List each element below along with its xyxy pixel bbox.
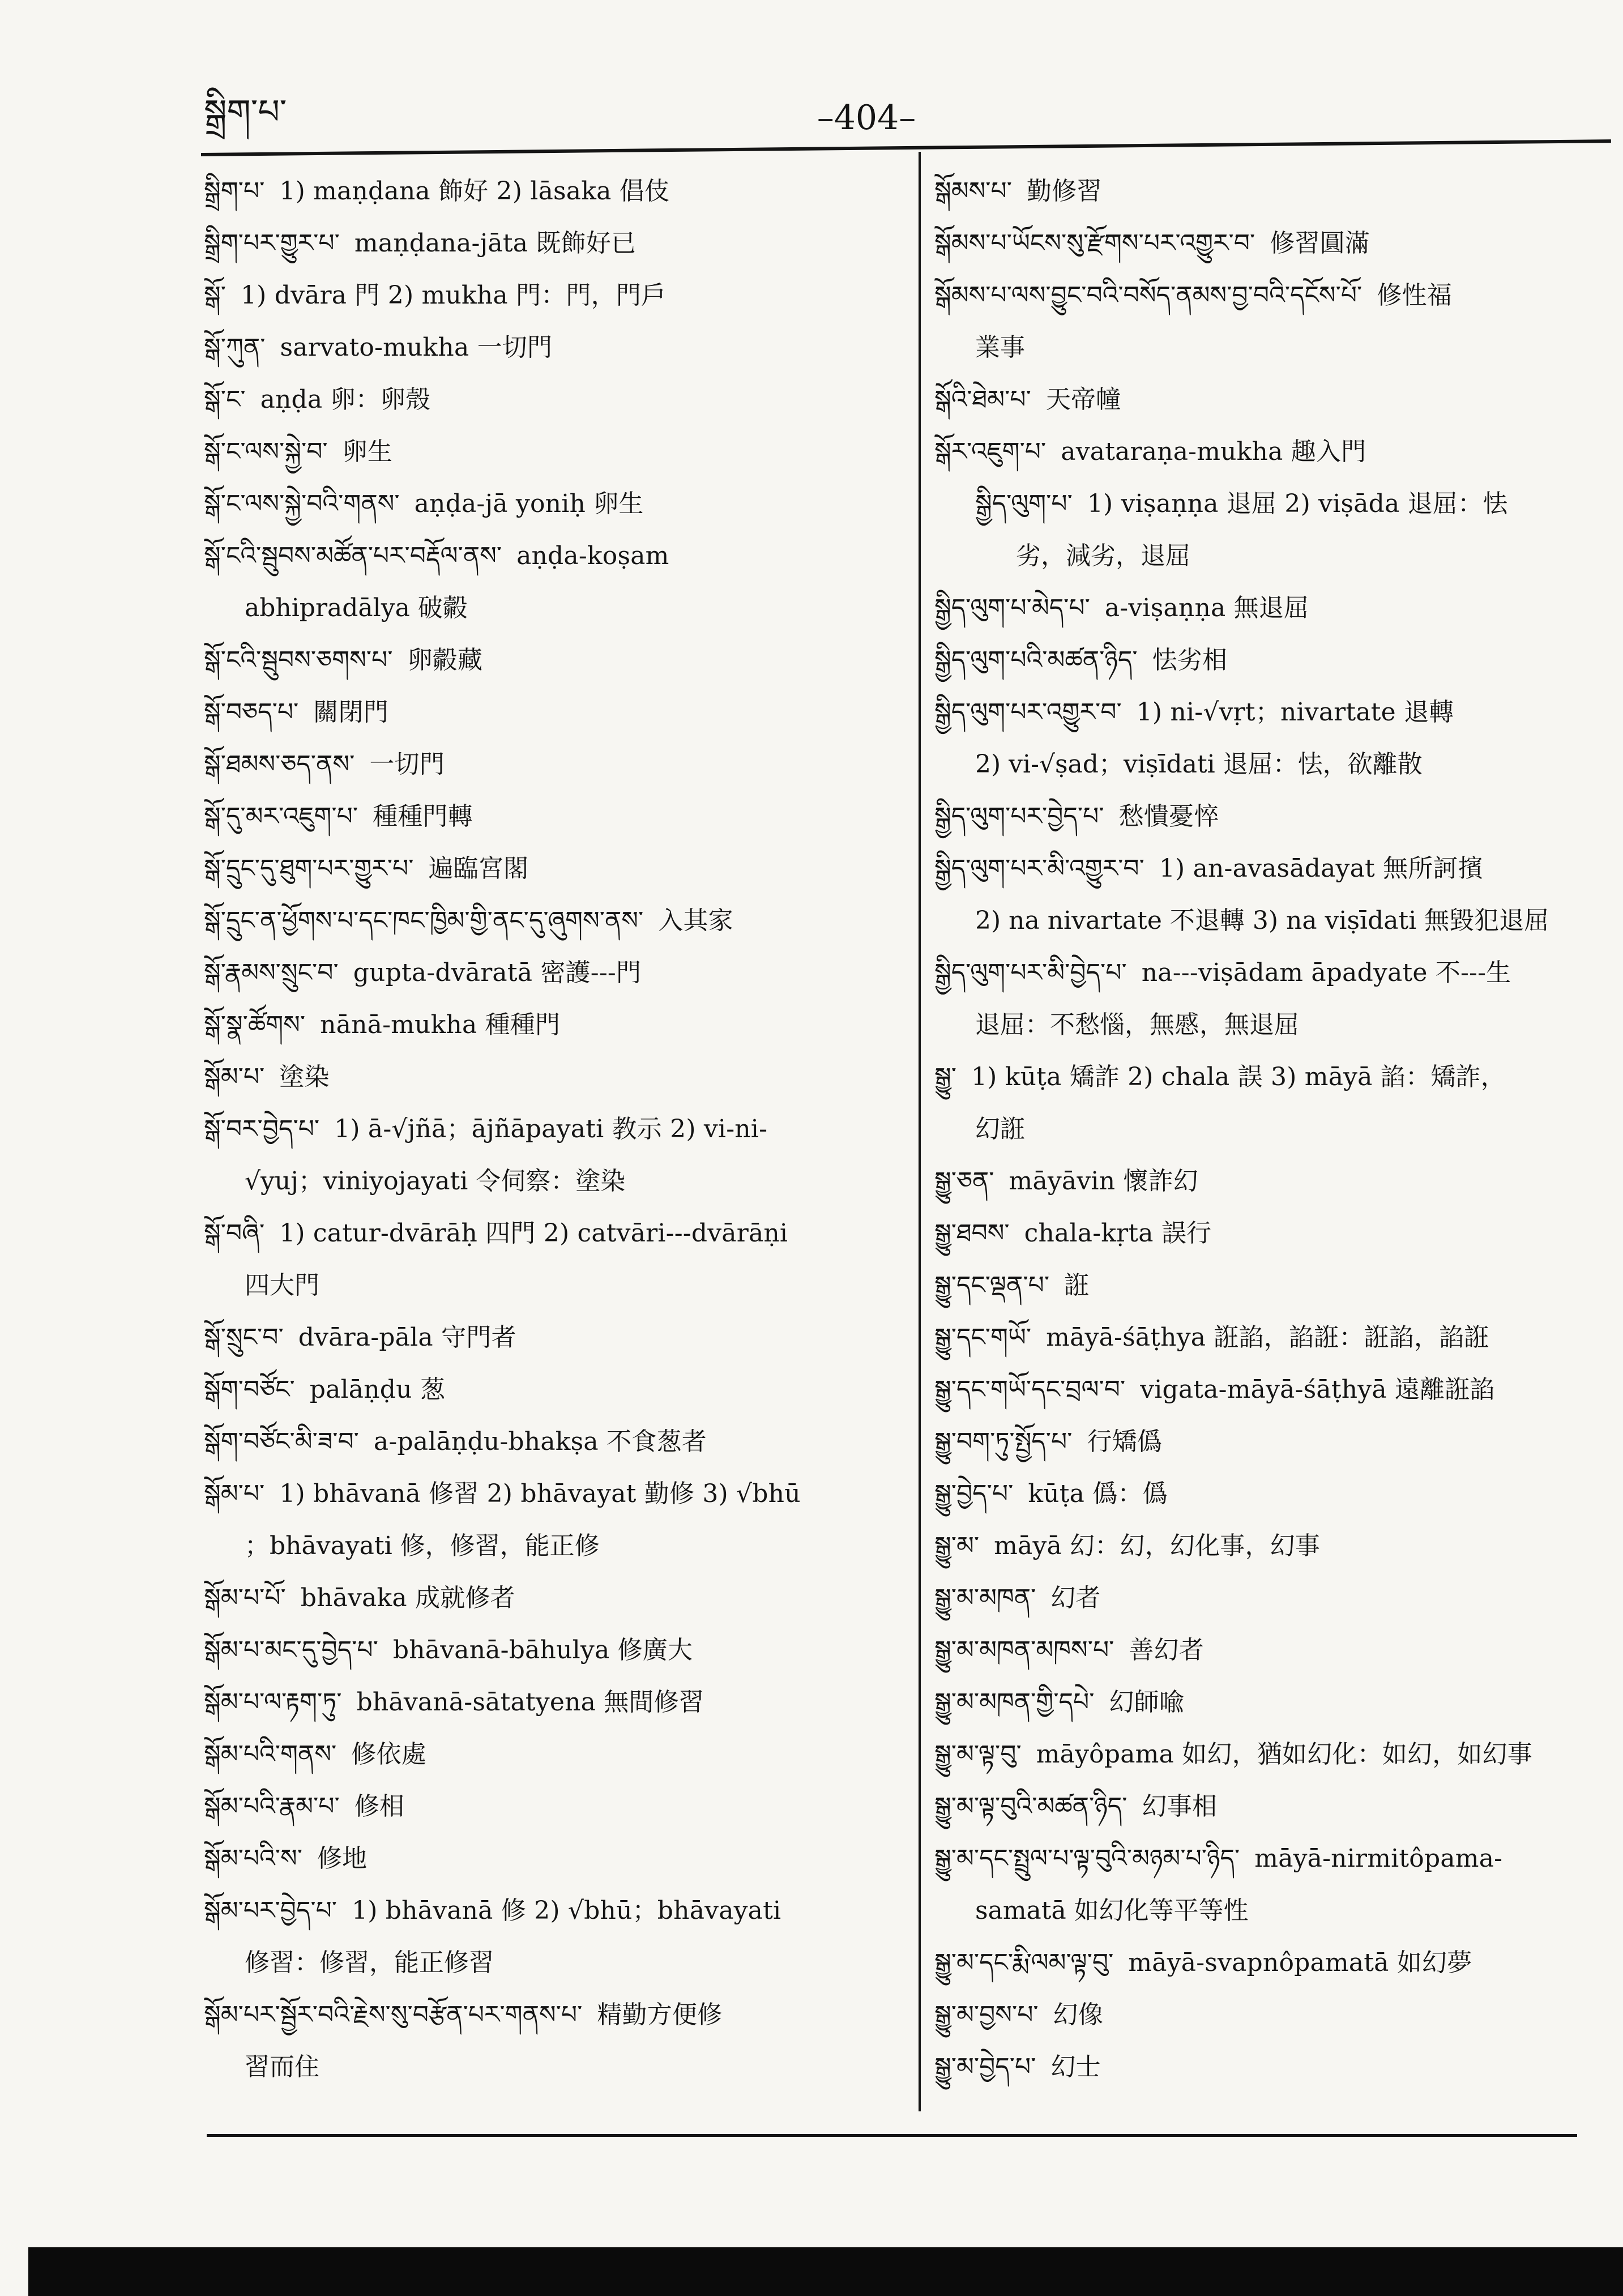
top-rule (201, 139, 1611, 156)
dictionary-entry (934, 478, 1603, 582)
entry-definition-continued: 幻誑 (975, 1115, 1025, 1143)
dictionary-entry (934, 1051, 1603, 1155)
dictionary-entry (204, 1624, 906, 1676)
dictionary-entry (204, 1572, 906, 1624)
entry-tibetan-headword: སྒོ་དྲུང་དུ་ཐུག་པར་གྱུར་པ་ (204, 854, 414, 883)
entry-tibetan-headword: སྒོམ་པའི་ས་ (204, 1844, 302, 1873)
entry-tibetan-headword: སྒྱུ་ (934, 1062, 956, 1091)
entry-definition: vigata-māyā-śāṭhyā 遠離誑諂 (1140, 1375, 1495, 1404)
entry-definition: 修習圓滿 (1270, 229, 1370, 258)
dictionary-entry (204, 1833, 906, 1885)
entry-tibetan-headword: སྒོ་བཞི་ (204, 1219, 265, 1248)
entry-definition: 勤修習 (1026, 177, 1102, 206)
entry-tibetan-headword: སྒྱིད་ལུག་པ་མེད་པ་ (934, 594, 1090, 622)
entry-definition: 修相 (354, 1792, 405, 1821)
dictionary-entry (204, 1207, 906, 1312)
dictionary-entry (204, 947, 906, 999)
entry-tibetan-headword: སྒོམ་པ་པོ་ (204, 1584, 286, 1612)
entry-definition: gupta-dvāratā 密護---門 (353, 958, 642, 987)
entry-definition: 修地 (317, 1844, 368, 1873)
dictionary-entry (204, 739, 906, 791)
dictionary-entry (934, 1937, 1603, 1989)
dictionary-entry (204, 634, 906, 686)
entry-tibetan-headword: སྒོམ་པ་ལ་རྟག་ཏུ་ (204, 1688, 342, 1717)
dictionary-entry (934, 2041, 1603, 2093)
dictionary-entry (204, 1312, 906, 1364)
bottom-rule (207, 2134, 1577, 2137)
dictionary-entry (204, 1103, 906, 1207)
entry-tibetan-headword: སྒོ་སྲུང་བ་ (204, 1323, 284, 1352)
dictionary-entry (204, 999, 906, 1051)
dictionary-entry (204, 843, 906, 895)
entry-definition-continued: ；bhāvayati 修，修習，能正修 (245, 1531, 600, 1560)
dictionary-entry (204, 426, 906, 478)
entry-definition: māyā-svapnôpamatā 如幻夢 (1128, 1948, 1472, 1977)
dictionary-entry (204, 1729, 906, 1781)
dictionary-entry (934, 1989, 1603, 2041)
entry-tibetan-headword: སྒྱུ་མ་བྱས་པ་ (934, 2000, 1039, 2029)
entry-tibetan-headword: སྒོམས་པ་ཡོངས་སུ་རྫོགས་པར་འགྱུར་བ་ (934, 229, 1255, 258)
dictionary-entry (934, 1207, 1603, 1260)
dictionary-entry (934, 1364, 1603, 1416)
entry-definition: 怯劣相 (1152, 646, 1228, 675)
entry-tibetan-headword: སྒོག་བཙོང་ (204, 1375, 295, 1404)
entry-definition: dvāra-pāla 守門者 (298, 1323, 516, 1352)
entry-definition: 卵㲉藏 (407, 646, 483, 675)
entry-definition: 精勤方便修 (597, 2000, 723, 2029)
dictionary-entry (204, 165, 906, 217)
dictionary-entry (204, 270, 906, 322)
page-number: –404– (817, 98, 916, 138)
dictionary-entry (934, 1833, 1603, 1937)
entry-tibetan-headword: སྒོ་རྣམས་སྲུང་བ་ (204, 958, 339, 987)
entry-tibetan-headword: སྒྱིད་ལུག་པར་མི་འགྱུར་བ་ (934, 854, 1144, 883)
entry-tibetan-headword: སྒོ་བཅད་པ་ (204, 698, 299, 727)
entry-tibetan-headword: སྒྱུ་དང་གཡོ་ (934, 1323, 1032, 1352)
entry-tibetan-headword: སྒྱུ་དང་གཡོ་དང་བྲལ་བ་ (934, 1375, 1126, 1404)
dictionary-entry (204, 1781, 906, 1833)
dictionary-entry (934, 1676, 1603, 1729)
entry-definition: 修依處 (351, 1740, 426, 1769)
entry-tibetan-headword: སྒྱུ་བྱེད་པ་ (934, 1479, 1014, 1508)
header-tibetan-word: སྒྲིག་པ་ (204, 92, 287, 132)
entry-definition: maṇḍana-jāta 既飾好已 (354, 229, 637, 258)
dictionary-entry (934, 217, 1603, 270)
dictionary-entry (204, 1416, 906, 1468)
entry-definition: a-palāṇḍu-bhakṣa 不食葱者 (373, 1427, 707, 1456)
entry-definition: māyāvin 懷詐幻 (1009, 1167, 1199, 1196)
dictionary-entry (934, 1312, 1603, 1364)
dictionary-entry (204, 1051, 906, 1103)
entry-tibetan-headword: སྒྱུ་བག་ཏུ་སྤྱོད་པ་ (934, 1427, 1073, 1456)
entry-tibetan-headword: སྒྱིད་ལུག་པར་འགྱུར་བ་ (934, 698, 1122, 727)
dictionary-entry (934, 791, 1603, 843)
entry-tibetan-headword: སྒོ་ཀུན་ (204, 333, 266, 362)
dictionary-entry (934, 1260, 1603, 1312)
dictionary-entry (934, 426, 1603, 478)
entry-tibetan-headword: སྒོ་སྣ་ཚོགས་ (204, 1010, 306, 1039)
entry-tibetan-headword: སྒྲིག་པར་གྱུར་པ་ (204, 229, 340, 258)
entry-definition: 入其家 (658, 906, 733, 935)
dictionary-entry (204, 530, 906, 634)
dictionary-entry (204, 374, 906, 426)
entry-definition: chala-kṛta 誤行 (1024, 1219, 1212, 1248)
entry-tibetan-headword: སྒྱུ་མ་དང་སྤྲུལ་པ་ལྟ་བུའི་མཉམ་པ་ཉིད་ (934, 1844, 1240, 1873)
entry-definition: 1) maṇḍana 飾好 2) lāsaka 倡伎 (279, 177, 670, 206)
entry-tibetan-headword: སྒོམ་པ་ (204, 1062, 265, 1091)
entry-definition: 1) ni-√vṛt；nivartate 退轉 (1136, 698, 1454, 727)
entry-definition: palāṇḍu 葱 (309, 1375, 446, 1404)
entry-definition: 愁憒憂悴 (1118, 802, 1219, 831)
dictionary-entry (934, 1572, 1603, 1624)
entry-definition-continued: 業事 (975, 333, 1025, 362)
entry-definition: 1) kūṭa 矯詐 2) chala 誤 3) māyā 諂：矯詐， (971, 1062, 1506, 1091)
entry-tibetan-headword: སྒྱུ་མ་བྱེད་པ་ (934, 2052, 1036, 2081)
dictionary-entry (204, 1364, 906, 1416)
entry-definition: 塗染 (279, 1062, 330, 1091)
entry-tibetan-headword: སྒོ་ངའི་སྦུབས་ཅགས་པ་ (204, 646, 393, 675)
entry-definition: bhāvanā-sātatyena 無間修習 (356, 1688, 704, 1717)
entry-definition: 幻像 (1053, 2000, 1104, 2029)
entry-tibetan-headword: སྒོམས་པ་ (934, 177, 1012, 206)
column-divider (919, 152, 921, 2111)
entry-tibetan-headword: སྒོམས་པ་ལས་བྱུང་བའི་བསོད་ནམས་བྱ་བའི་དངོས་པོ་ (934, 281, 1363, 310)
entry-tibetan-headword: སྒོམ་པར་བྱེད་པ་ (204, 1896, 338, 1925)
entry-tibetan-headword: སྒྱུ་མ་ལྟ་བུའི་མཚན་ཉིད་ (934, 1792, 1127, 1821)
entry-tibetan-headword: སྒྱུ་མ་ (934, 1531, 980, 1560)
entry-tibetan-headword: སྒྱུ་དང་ལྡན་པ་ (934, 1271, 1050, 1300)
dictionary-entry (934, 1520, 1603, 1572)
entry-tibetan-headword: སྒོམ་པའི་གནས་ (204, 1740, 337, 1769)
dictionary-entry (204, 895, 906, 947)
dictionary-entry (934, 582, 1603, 634)
entry-tibetan-headword: སྒོ་དུ་མར་འཇུག་པ་ (204, 802, 358, 831)
dictionary-entry (934, 1155, 1603, 1207)
entry-definition: aṇḍa-jā yoniḥ 卵生 (414, 489, 644, 518)
entry-definition: 1) bhāvanā 修習 2) bhāvayat 勤修 3) √bhū (279, 1479, 801, 1508)
dictionary-entry (934, 1729, 1603, 1781)
dictionary-entry (934, 374, 1603, 426)
entry-tibetan-headword: སྒྱུ་མ་མཁན་མཁས་པ་ (934, 1636, 1114, 1665)
entry-definition: 幻事相 (1142, 1792, 1218, 1821)
dictionary-entry (204, 1885, 906, 1989)
entry-definition: kūṭa 僞：僞 (1028, 1479, 1168, 1508)
dictionary-entry (934, 1624, 1603, 1676)
entry-definition: māyā-nirmitôpama- (1254, 1844, 1503, 1873)
dictionary-entry (204, 1676, 906, 1729)
entry-definition: 修性福 (1377, 281, 1452, 310)
entry-definition-continued: samatā 如幻化等平等性 (975, 1896, 1249, 1925)
entry-definition: māyā 幻：幻，幻化事，幻事 (994, 1531, 1321, 1560)
dictionary-entry (934, 1781, 1603, 1833)
entry-definition: sarvato-mukha 一切門 (280, 333, 553, 362)
entry-definition: bhāvanā-bāhulya 修廣大 (392, 1636, 693, 1665)
dictionary-entry (934, 1468, 1603, 1520)
entry-definition: 幻師喩 (1109, 1688, 1185, 1717)
entry-tibetan-headword: སྒོམ་པ་ (204, 1479, 265, 1508)
entry-tibetan-headword: སྒྱུ་ཐབས་ (934, 1219, 1010, 1248)
entry-definition: 行矯僞 (1087, 1427, 1163, 1456)
dictionary-entry (934, 1416, 1603, 1468)
entry-definition-continued: 2) vi-√ṣad；viṣīdati 退屈：怯，欲離散 (975, 750, 1423, 779)
entry-definition: 1) dvāra 門 2) mukha 門：門，門戶 (240, 281, 667, 310)
entry-definition: 1) ā-√jñā；ājñāpayati 教示 2) vi-ni- (334, 1115, 768, 1143)
entry-definition-continued: 習而住 (245, 2052, 319, 2081)
entry-definition: 1) bhāvanā 修 2) √bhū；bhāvayati (352, 1896, 781, 1925)
entry-tibetan-headword: སྒྱུ་མ་མཁན་ (934, 1584, 1036, 1612)
entry-definition: 種種門轉 (373, 802, 473, 831)
entry-definition: māyā-śāṭhya 誑諂，諂誑：誑諂，諂誑 (1046, 1323, 1489, 1352)
entry-definition-continued: 四大門 (245, 1271, 319, 1300)
dictionary-entry (204, 1989, 906, 2093)
dictionary-entry (934, 947, 1603, 1051)
dictionary-entry (204, 478, 906, 530)
entry-definition: 一切門 (369, 750, 445, 779)
entry-definition: bhāvaka 成就修者 (300, 1584, 515, 1612)
entry-definition: 幻者 (1050, 1584, 1101, 1612)
entry-tibetan-headword: སྒྱུ་ཅན་ (934, 1167, 994, 1196)
dictionary-entry (934, 270, 1603, 374)
dictionary-entry (204, 686, 906, 739)
entry-tibetan-headword: སྒོམ་པར་སྦྱོར་བའི་རྗེས་སུ་བརྩོན་པར་གནས་པ་ (204, 2000, 583, 2029)
entry-definition: 1) an-avasādayat 無所訶擯 (1159, 854, 1483, 883)
entry-tibetan-headword: སྒོ་ང་ (204, 385, 246, 414)
entry-definition: 1) catur-dvārāḥ 四門 2) catvāri---dvārāṇi (279, 1219, 788, 1248)
entry-definition: nānā-mukha 種種門 (320, 1010, 561, 1039)
dictionary-entry (934, 843, 1603, 947)
entry-definition: 善幻者 (1129, 1636, 1205, 1665)
entry-definition: māyôpama 如幻，猶如幻化：如幻，如幻事 (1036, 1740, 1532, 1769)
dictionary-entry (204, 322, 906, 374)
entry-definition: na---viṣādam āpadyate 不---生 (1141, 958, 1511, 987)
scan-edge-band (28, 2247, 1623, 2296)
entry-definition: 幻士 (1050, 2052, 1101, 2081)
entry-tibetan-headword: སྒྲིག་པ་ (204, 177, 265, 206)
entry-tibetan-headword: སྒོག་བཙོང་མི་ཟ་བ་ (204, 1427, 359, 1456)
entry-definition: aṇḍa 卵：卵殼 (260, 385, 431, 414)
entry-definition: 天帝幢 (1045, 385, 1121, 414)
entry-tibetan-headword: སྒྱིད་ལུག་པ་ (975, 489, 1073, 518)
entry-tibetan-headword: སྒྱིད་ལུག་པར་བྱེད་པ་ (934, 802, 1104, 831)
entry-definition-continued: 2) na nivartate 不退轉 3) na viṣīdati 無毀犯退屈 (975, 906, 1549, 935)
dictionary-entry (934, 634, 1603, 686)
entry-definition: 1) viṣaṇṇa 退屈 2) viṣāda 退屈：怯 (1087, 489, 1508, 518)
dictionary-entry (934, 165, 1603, 217)
entry-tibetan-headword: སྒྱུ་མ་ལྟ་བུ་ (934, 1740, 1022, 1769)
entry-tibetan-headword: སྒོ་ངའི་སྦུབས་མཚོན་པར་བརྡོལ་ནས་ (204, 541, 502, 570)
entry-tibetan-headword: སྒོ་ང་ལས་སྐྱེ་བའི་གནས་ (204, 489, 400, 518)
entry-tibetan-headword: སྒྱུ་མ་མཁན་གྱི་དཔེ་ (934, 1688, 1095, 1717)
entry-definition: 卵生 (342, 437, 393, 466)
dictionary-entry (204, 791, 906, 843)
entry-definition: avataraṇa-mukha 趣入門 (1061, 437, 1366, 466)
entry-definition: 關閉門 (313, 698, 388, 727)
entry-tibetan-headword: སྒོ་བར་བྱེད་པ་ (204, 1115, 320, 1143)
entry-tibetan-headword: སྒོམ་པའི་རྣམ་པ་ (204, 1792, 340, 1821)
right-column (934, 165, 1603, 2093)
entry-definition: aṇḍa-koṣam (516, 541, 669, 570)
entry-tibetan-headword: སྒོ་ང་ལས་སྐྱེ་བ་ (204, 437, 328, 466)
entry-tibetan-headword: སྒྱུ་མ་དང་རྨི་ལམ་ལྟ་བུ་ (934, 1948, 1114, 1977)
entry-tibetan-headword: སྒོར་འཇུག་པ་ (934, 437, 1047, 466)
entry-tibetan-headword: སྒྱིད་ལུག་པར་མི་བྱེད་པ་ (934, 958, 1127, 987)
entry-tibetan-headword: སྒོ་ཐམས་ཅད་ནས་ (204, 750, 355, 779)
entry-tibetan-headword: སྒོ་དྲུང་ན་ཕྱོགས་པ་དང་ཁང་ཁྱིམ་གྱི་ནང་དུ་ཞུགས་ནས་ (204, 906, 644, 935)
entry-definition: 遍臨宮閣 (428, 854, 529, 883)
entry-definition-continued: √yuj；viniyojayati 令伺察：塗染 (245, 1167, 626, 1196)
entry-definition-continued: 劣，減劣，退屈 (1016, 541, 1190, 570)
left-column (204, 165, 906, 2093)
entry-definition: a-viṣaṇṇa 無退屈 (1104, 594, 1309, 622)
dictionary-entry (934, 686, 1603, 791)
dictionary-entry (204, 1468, 906, 1572)
entry-tibetan-headword: སྒྱིད་ལུག་པའི་མཚན་ཉིད་ (934, 646, 1138, 675)
entry-definition-continued: 修習：修習，能正修習 (245, 1948, 494, 1977)
entry-tibetan-headword: སྒོམ་པ་མང་དུ་བྱེད་པ་ (204, 1636, 378, 1665)
entry-definition-continued: 退屈：不愁惱，無慼，無退屈 (975, 1010, 1299, 1039)
entry-tibetan-headword: སྒོའི་ཐེམ་པ་ (934, 385, 1031, 414)
entry-definition: 誑 (1064, 1271, 1090, 1300)
entry-tibetan-headword: སྒོ་ (204, 281, 226, 310)
dictionary-entry (204, 217, 906, 270)
entry-definition-continued: abhipradālya 破㲉 (245, 594, 468, 622)
